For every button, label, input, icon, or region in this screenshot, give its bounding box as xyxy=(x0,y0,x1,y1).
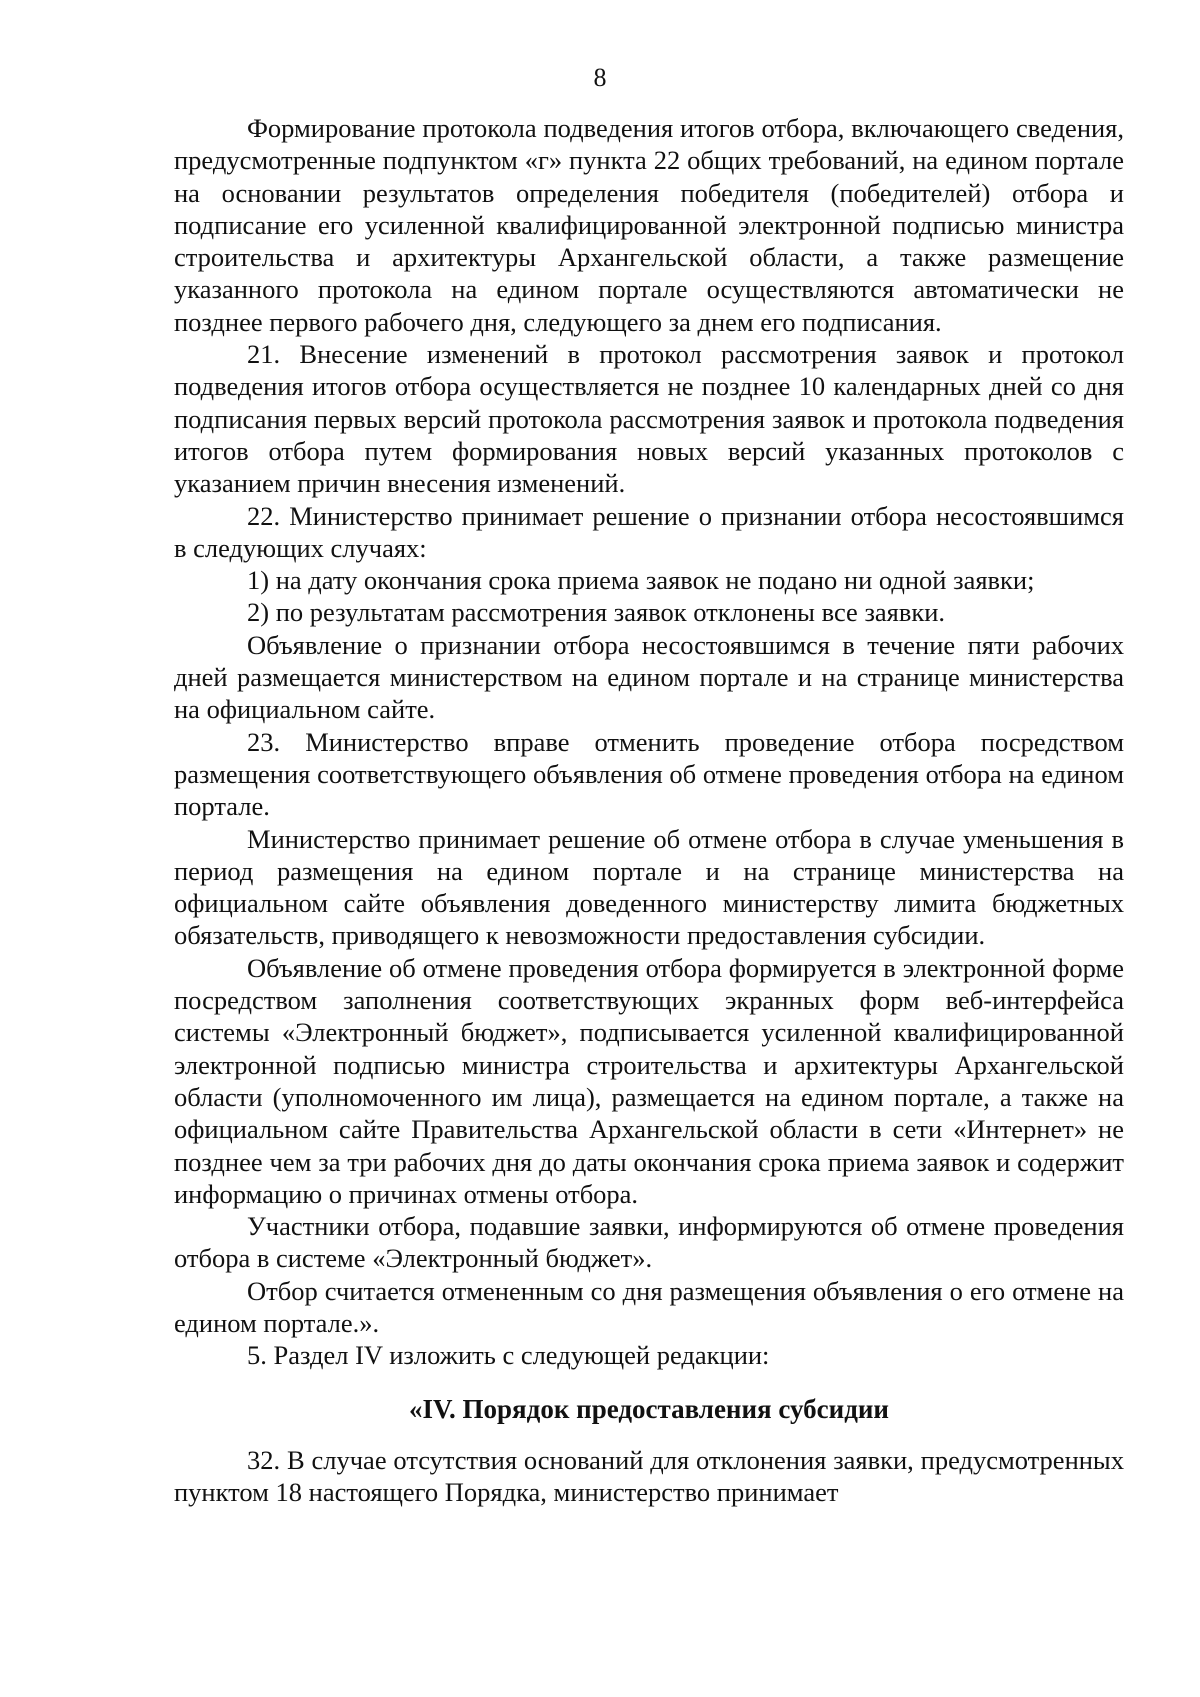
page-number: 8 xyxy=(593,63,607,92)
paragraph-cancellation-decision: Министерство принимает решение об отмене отбора в случае уменьшения в период размещения на едином портале и на странице министерства на официальном сайте объявления доведенного министерству лимита бюджетных обязательств, приводящего к невозможности предоставления субсидии. xyxy=(174,823,1124,951)
section-heading: «IV. Порядок предоставления субсидии xyxy=(409,1393,889,1424)
paragraph-22: 22. Министерство принимает решение о признании отбора несостоявшимся в следующих случаях: xyxy=(174,500,1124,563)
paragraph-23: 23. Министерство вправе отменить проведение отбора посредством размещения соответствующего объявления об отмене проведения отбора на едином портале. xyxy=(174,726,1124,822)
paragraph-protocol-formation: Формирование протокола подведения итогов отбора, включающего сведения, предусмотренные подпунктом «г» пункта 22 общих требований, на едином портале на основании результатов определения победителя (победителей) отбора и подписание его усиленной квалифицированной электронной подписью министра строительства и архитектуры Архангельской области, а также размещение указанного протокола на едином портале осуществляются автоматически не позднее первого рабочего дня, следующего за днем его подписания. xyxy=(174,113,1124,337)
paragraph-22-item-2: 2) по результатам рассмотрения заявок отклонены все заявки. xyxy=(247,597,946,628)
paragraph-participants-informed: Участники отбора, подавшие заявки, информируются об отмене проведения отбора в системе «Электронный бюджет». xyxy=(174,1211,1124,1274)
paragraph-21: 21. Внесение изменений в протокол рассмотрения заявок и протокол подведения итогов отбора осуществляется не позднее 10 календарных дней со дня подписания первых версий протокола рассмотрения заявок и протокола подведения итогов отбора путем формирования новых версий указанных протоколов с указанием причин внесения изменений. xyxy=(174,339,1124,499)
paragraph-22-item-1: 1) на дату окончания срока приема заявок не подано ни одной заявки; xyxy=(247,565,1035,596)
paragraph-item-5: 5. Раздел IV изложить с следующей редакции: xyxy=(247,1340,770,1371)
paragraph-cancellation-announcement: Объявление об отмене проведения отбора формируется в электронной форме посредством заполнения соответствующих экранных форм веб-интерфейса системы «Электронный бюджет», подписывается усиленной квалифицированной электронной подписью министра строительства и архитектуры Архангельской области (уполномоченного им лица), размещается на едином портале, а также на официальном сайте Правительства Архангельской области в сети «Интернет» не позднее чем за три рабочих дня до даты окончания срока приема заявок и содержит информацию о причинах отмены отбора. xyxy=(174,952,1124,1209)
paragraph-32: 32. В случае отсутствия оснований для отклонения заявки, предусмотренных пунктом 18 настоящего Порядка, министерство принимает xyxy=(174,1444,1124,1507)
document-body xyxy=(174,112,1124,1508)
paragraph-selection-cancelled: Отбор считается отмененным со дня размещения объявления о его отмене на едином портале.». xyxy=(174,1275,1124,1338)
paragraph-failed-selection-announcement: Объявление о признании отбора несостоявшимся в течение пяти рабочих дней размещается министерством на едином портале и на странице министерства на официальном сайте. xyxy=(174,629,1124,725)
